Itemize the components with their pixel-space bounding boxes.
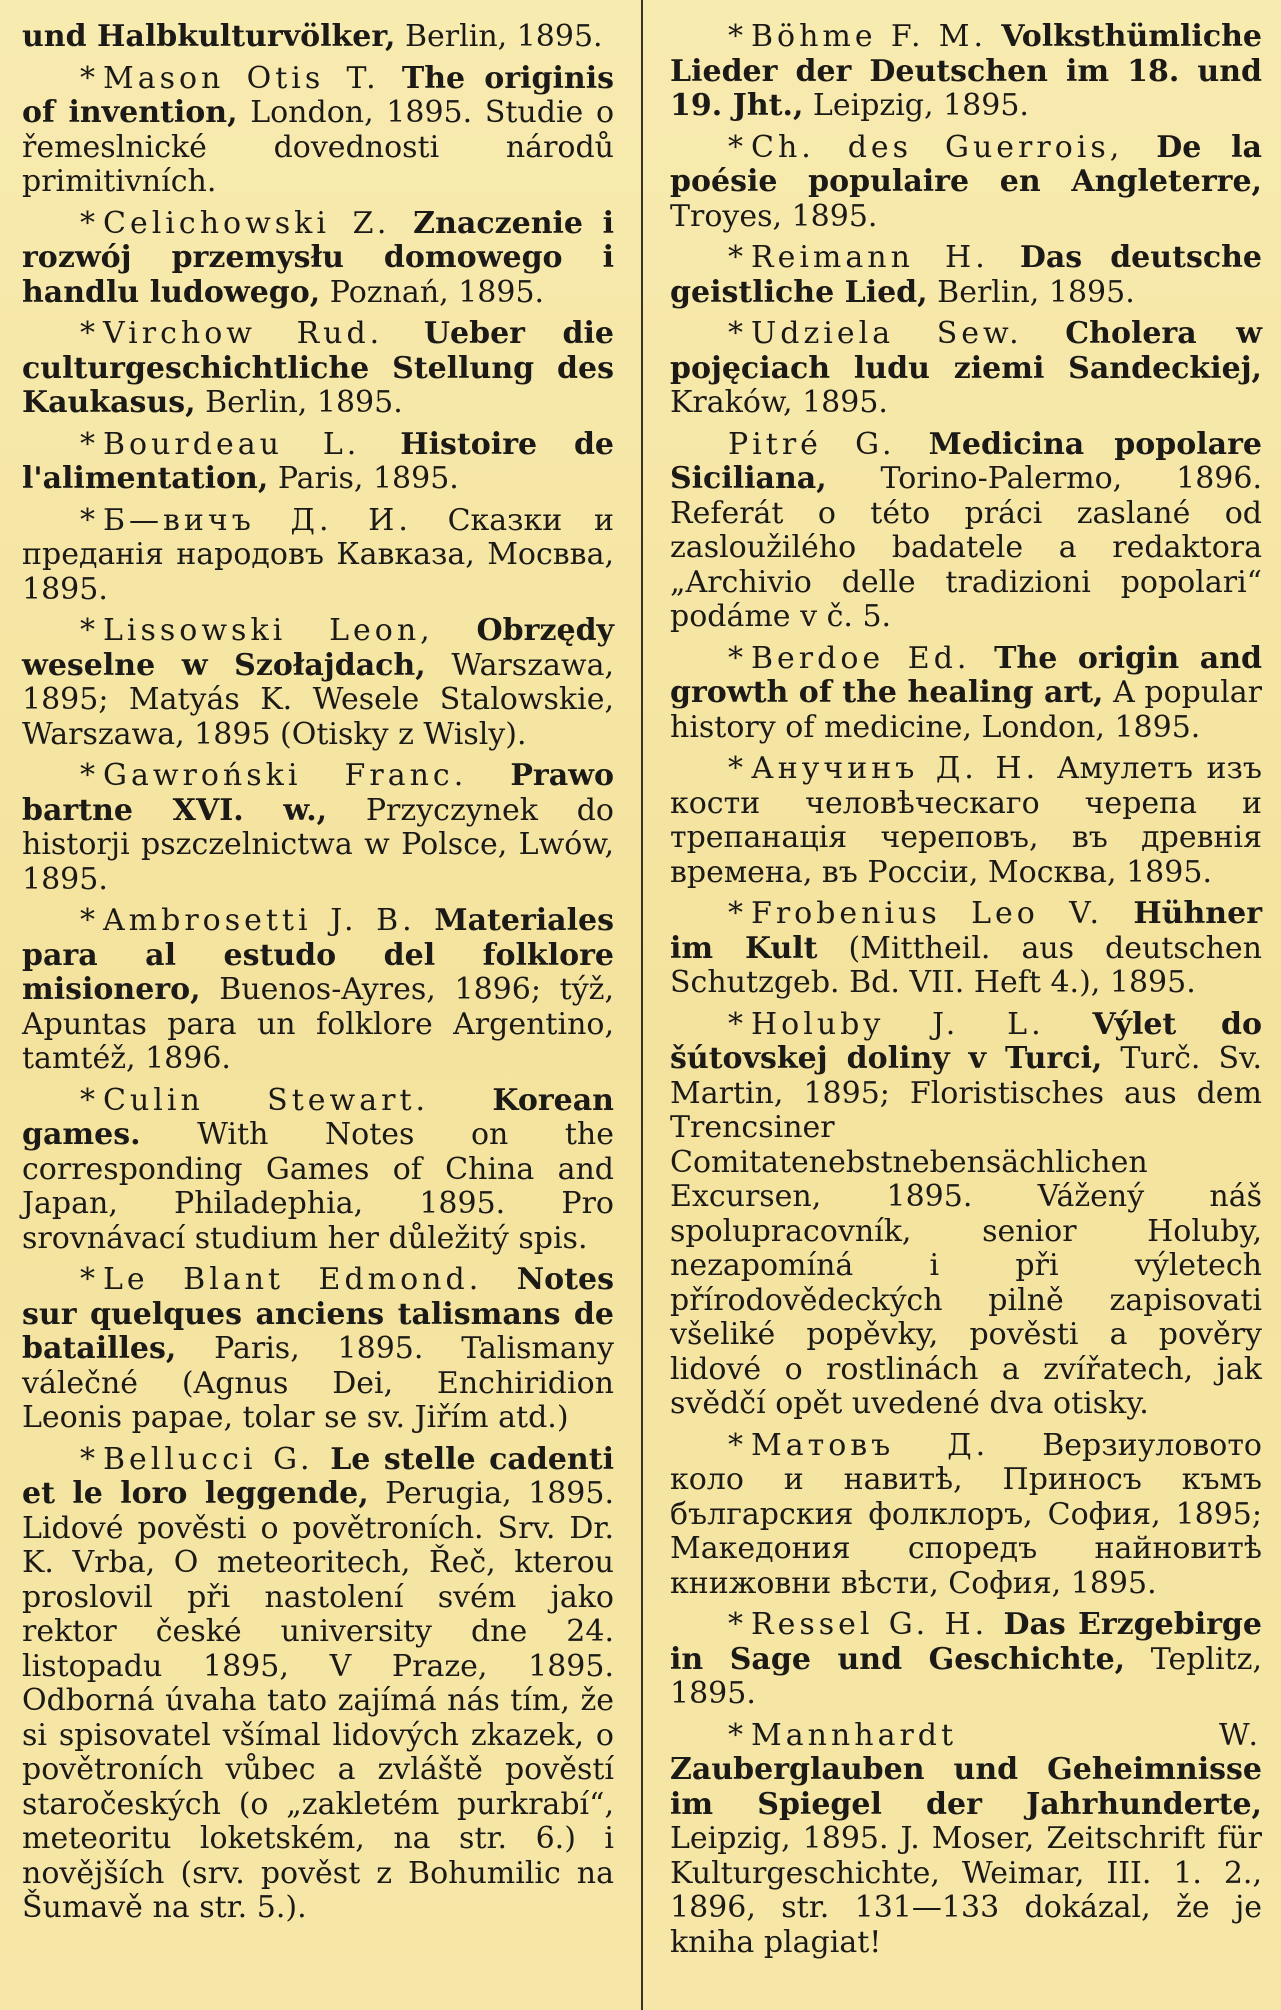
entry-star: * [80,613,95,648]
entry-author: Б—вичъ Д. И. [103,502,448,538]
left-column [22,20,614,1933]
entry-author: Анучинъ Д. Н. [751,751,1057,786]
entry-title: Ueber die culturgeschichtliche Stellung des Kaukasus, [22,316,614,420]
entry-star: * [80,1262,95,1297]
entry-details: (Mittheil. aus deutschen Schutzgeb. Bd. VII. Heft 4.), 1895. [670,930,1262,1000]
bibliography-entry [22,317,614,421]
entry-author: Berdoe Ed. [751,640,995,676]
entry-title: Korean games. [22,1082,614,1152]
column-divider [641,0,643,2010]
entry-author: Матовъ Д. [751,1427,1043,1463]
entry-title: Notes sur quelques anciens talismans de batailles, [22,1262,614,1366]
entry-star: * [728,640,743,676]
entry-details: Torino-Palermo, 1896. Referát o této práci zaslané od zasloužilého badatele a redaktora „Archivio delle tradizioni popolari“ podáme v č. 5. [670,461,1262,634]
entry-details: Turč. Sv. Martin, 1895; Floristisches aus dem Trencsiner Comitatenebstnebensächlichen Excursen, 1895. Vážený náš spolupracovník, senior Holuby, nezapomíná i při výletech přírodovědeckých pilně zapisovati všeliké popěvky, pověsti a pověry lidové o rostlinách a zvířatech, jak svědčí opět uvedené dva otisky. [670,1041,1262,1421]
bibliography-entry [22,1084,614,1257]
entry-author: Ch. des Guerrois, [751,129,1157,165]
entry-author: Ambrosetti J. B. [103,903,435,938]
entry-details: A popular history of medicine, London, 1895. [670,675,1262,745]
bibliography-entry [670,241,1262,310]
bibliography-entry [670,20,1262,124]
entry-author: Le Blant Edmond. [103,1262,517,1297]
entry-details: Berlin, 1895. [195,385,403,420]
bibliography-entry [670,428,1262,635]
entry-author: Gawroński Franc. [103,758,511,793]
bibliography-entry [670,317,1262,421]
bibliography-entry [670,752,1262,890]
entry-title: Znaczenie i rozwój przemysłu domowego i handlu ludowego, [22,205,614,310]
entry-author: Udziela Sew. [751,316,1066,351]
bibliography-entry [22,62,614,200]
entry-author: Celichowski Z. [103,205,414,241]
bibliography-entry [22,759,614,897]
entry-details: Амулетъ изъ кости человѣческаго черепа и трепанація череповъ, въ древнія времена, въ Россіи, Москва, 1895. [670,751,1262,890]
entry-details: Teplitz, 1895. [670,1641,1262,1711]
entry-author: Reimann H. [751,240,1020,275]
entry-title: Prawo bartne XVI. w., [22,758,614,828]
entry-details: Berlin, 1895. [927,274,1135,310]
entry-author: Bourdeau L. [103,426,401,462]
bibliography-entry [22,1443,614,1926]
entry-author: Frobenius Leo V. [751,896,1134,931]
right-column [670,20,1262,1967]
entry-author: Pitré G. [728,426,929,462]
entry-title: Hühner im Kult [670,896,1262,966]
bibliography-entry [670,897,1262,1001]
entry-author: Mason Otis T. [103,60,402,96]
entry-details: Kraków, 1895. [670,385,888,420]
entry-author: Ressel G. H. [751,1607,1004,1642]
entry-star: * [728,896,743,931]
entry-star: * [728,240,743,275]
bibliography-entry [670,1719,1262,1961]
entry-star: * [728,129,743,165]
entry-author: Lissowski Leon, [103,613,477,648]
entry-title: Cholera w pojęciach ludu ziemi Sandeckiej, [670,316,1262,386]
entry-star: * [80,60,95,96]
entry-title: De la poésie populaire en Angleterre, [670,129,1262,199]
entry-title: Das Erzgebirge in Sage und Geschichte, [670,1607,1262,1677]
entry-details: Сказки и преданія народовъ Кавказа, Мосвва, 1895. [22,502,614,607]
entry-details: Poznań, 1895. [320,274,545,310]
entry-star: * [80,1082,95,1118]
bibliography-entry [22,1263,614,1436]
entry-details: Troyes, 1895. [670,198,878,234]
bibliography-entry [670,1008,1262,1422]
entry-star: * [80,1441,95,1477]
entry-star: * [728,1427,743,1463]
entry-title: The originis of invention, [22,60,614,130]
entry-details: Leipzig, 1895. J. Moser, Zeitschrift für Kulturgeschichte, Weimar, III. 1. 2., 1896, str. 131—133 dokázal, že je kniha plagiat! [670,1821,1262,1960]
entry-title: Le stelle cadenti et le loro leggende, [22,1441,614,1511]
entry-details: Warszawa, 1895; Matyás K. Wesele Stalowskie, Warszawa, 1895 (Otisky z Wisly). [22,647,614,752]
entry-star: * [80,316,95,351]
entry-star: * [80,426,95,462]
entry-author: Mannhardt W. [751,1717,1262,1753]
entry-details: Leipzig, 1895. [803,88,1029,123]
entry-details: Berlin, 1895. [395,19,603,54]
entry-title: Medicina popolare Siciliana, [670,426,1262,496]
entry-star: * [80,205,95,241]
entry-title: Zauberglauben und Geheimnisse im Spiegel der Jahrhunderte, [670,1752,1262,1822]
entry-details: Paris, 1895. [268,461,459,496]
entry-details: Верзиуловото коло и навитѣ, Приносъ къмъ българския фолклоръ, София, 1895; Македония споредъ найновитѣ книжовни вѣсти, София, 1895. [670,1427,1262,1601]
entry-star: * [728,19,743,54]
bibliography-entry [670,642,1262,746]
entry-details: London, 1895. Studie o řemeslnické dovednosti národů primitivních. [22,95,615,199]
entry-author: Holuby J. L. [751,1006,1093,1042]
entry-details: Buenos-Ayres, 1896; týž, Apuntas para un folklore Argentino, tamtéž, 1896. [22,972,614,1076]
bibliography-entry [22,428,614,497]
bibliography-entry [670,1429,1262,1602]
entry-star: * [728,1607,743,1642]
entry-details: Paris, 1895. Talismany válečné (Agnus Dei, Enchiridion Leonis papae, tolar se sv. Jiřím atd.) [22,1331,614,1435]
bibliography-entry [22,904,614,1077]
entry-title: Materiales para al estudo del folklore misionero, [22,903,614,1007]
entry-star: * [728,1006,743,1042]
bibliography-entry [22,614,614,752]
entry-star: * [728,316,743,351]
entry-author: Virchow Rud. [103,316,424,351]
bibliography-entry [22,504,614,608]
bibliography-entry [670,131,1262,235]
entry-details: Przyczynek do historji pszczelnictwa w Polsce, Lwów, 1895. [22,792,614,897]
entry-author: Böhme F. M. [751,19,1002,54]
entry-title: Výlet do šútovskej doliny v Turci, [670,1006,1263,1076]
entry-star: * [80,758,95,793]
entry-details: With Notes on the corresponding Games of China and Japan, Philadephia, 1895. Pro srovnávací studium her důležitý spis. [22,1117,614,1256]
entry-star: * [728,751,743,786]
entry-title: und Halbkulturvölker, [22,19,396,54]
entry-title: Obrzędy weselne w Szołajdach, [22,613,614,683]
entry-star: * [80,502,95,538]
entry-author: Bellucci G. [103,1441,331,1477]
entry-title: Volksthümliche Lieder der Deutschen im 18. und 19. Jht., [670,19,1262,123]
entry-title: Das deutsche geistliche Lied, [670,240,1262,310]
entry-star: * [80,903,95,938]
entry-title: The origin and growth of the healing art, [670,640,1263,710]
entry-author: Culin Stewart. [103,1082,493,1118]
bibliography-entry [22,207,614,311]
entry-details: Perugia, 1895. Lidové pověsti o povětroních. Srv. Dr. K. Vrba, O meteoritech, Řeč, kterou proslovil při nastolení svém jako rektor české university dne 24. listopadu 1895, V Praze, 1895. Odborná úvaha tato zajímá nás tím, že si spisovatel všímal lidových zkazek, o povětroních vůbec a zvláště pověstí staročeských (o „zakletém purkrabí“, meteoritu loketském, na str. 6.) i novějších (srv. pověst z Bohumilic na Šumavě na str. 5.). [22,1476,614,1925]
bibliography-entry [670,1608,1262,1712]
entry-star: * [728,1717,743,1753]
bibliography-entry [22,20,614,55]
entry-title: Histoire de l'alimentation, [22,426,615,496]
